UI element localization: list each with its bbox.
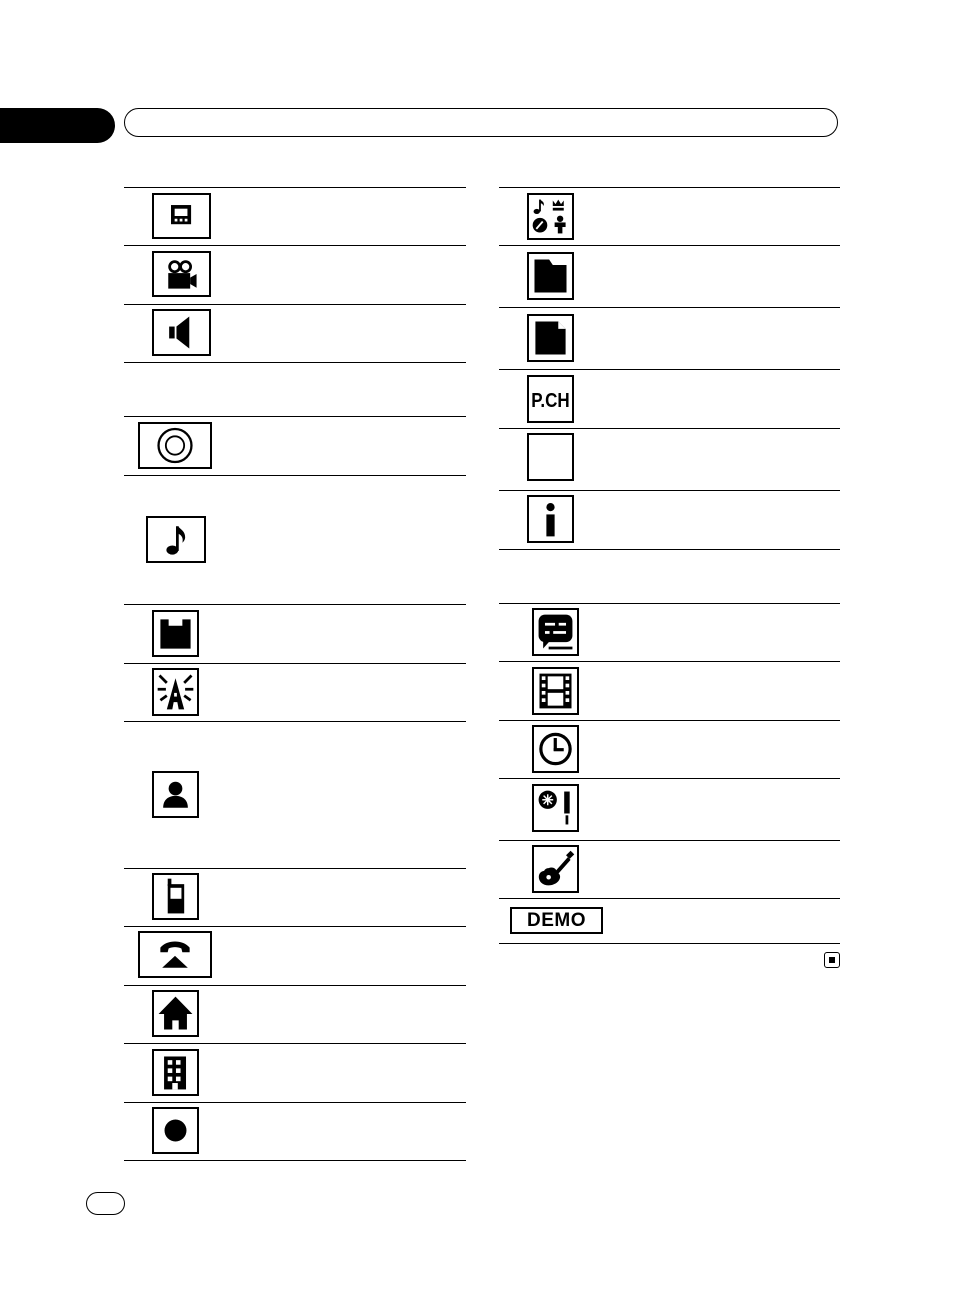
row-divider [499,187,840,188]
preset-channel-label: P.CH [531,390,570,413]
row-divider [499,778,840,779]
clock-icon [532,725,579,773]
row-divider [499,490,840,491]
row-divider [499,245,840,246]
contact-person-icon [152,771,199,818]
file-icon [527,314,574,362]
row-divider [124,416,466,417]
filled-circle-icon [152,1107,199,1154]
row-divider [124,362,466,363]
row-divider [499,661,840,662]
section-title-bar [124,108,838,137]
info-icon [527,495,574,543]
video-camera-icon [152,251,211,297]
message-bubble-icon [532,608,579,656]
demo-badge: DEMO [510,907,603,934]
settings-tool-icon [532,784,579,832]
row-divider [499,898,840,899]
office-building-icon [152,1049,199,1096]
row-divider [499,720,840,721]
row-divider [499,603,840,604]
folder-icon [527,252,574,300]
row-divider [124,604,466,605]
row-divider [499,369,840,370]
row-divider [499,549,840,550]
row-divider [124,245,466,246]
phone-handset-icon [138,931,212,978]
row-divider [499,840,840,841]
row-divider [124,1102,466,1103]
row-divider [124,1043,466,1044]
memory-card-icon [152,610,199,657]
film-strip-icon [532,667,579,715]
row-divider [124,926,466,927]
disc-icon [138,422,212,469]
page-number [86,1192,125,1215]
chapter-tab [0,108,115,143]
mobile-phone-icon [152,873,199,920]
preset-channel-icon [527,375,574,423]
row-divider [124,304,466,305]
row-divider [124,868,466,869]
row-divider [499,428,840,429]
section-end-icon [824,952,840,968]
guitar-icon [532,845,579,893]
blank-box-icon [527,433,574,481]
row-divider [124,187,466,188]
row-divider [124,985,466,986]
screen-icon [152,193,211,239]
row-divider [124,475,466,476]
row-divider [124,1160,466,1161]
music-category-icon [527,193,574,240]
speaker-icon [152,309,211,356]
row-divider [124,721,466,722]
row-divider [124,663,466,664]
row-divider [499,943,840,944]
home-icon [152,990,199,1037]
row-divider [499,307,840,308]
music-note-icon [146,516,206,563]
antenna-signal-icon [152,668,199,716]
